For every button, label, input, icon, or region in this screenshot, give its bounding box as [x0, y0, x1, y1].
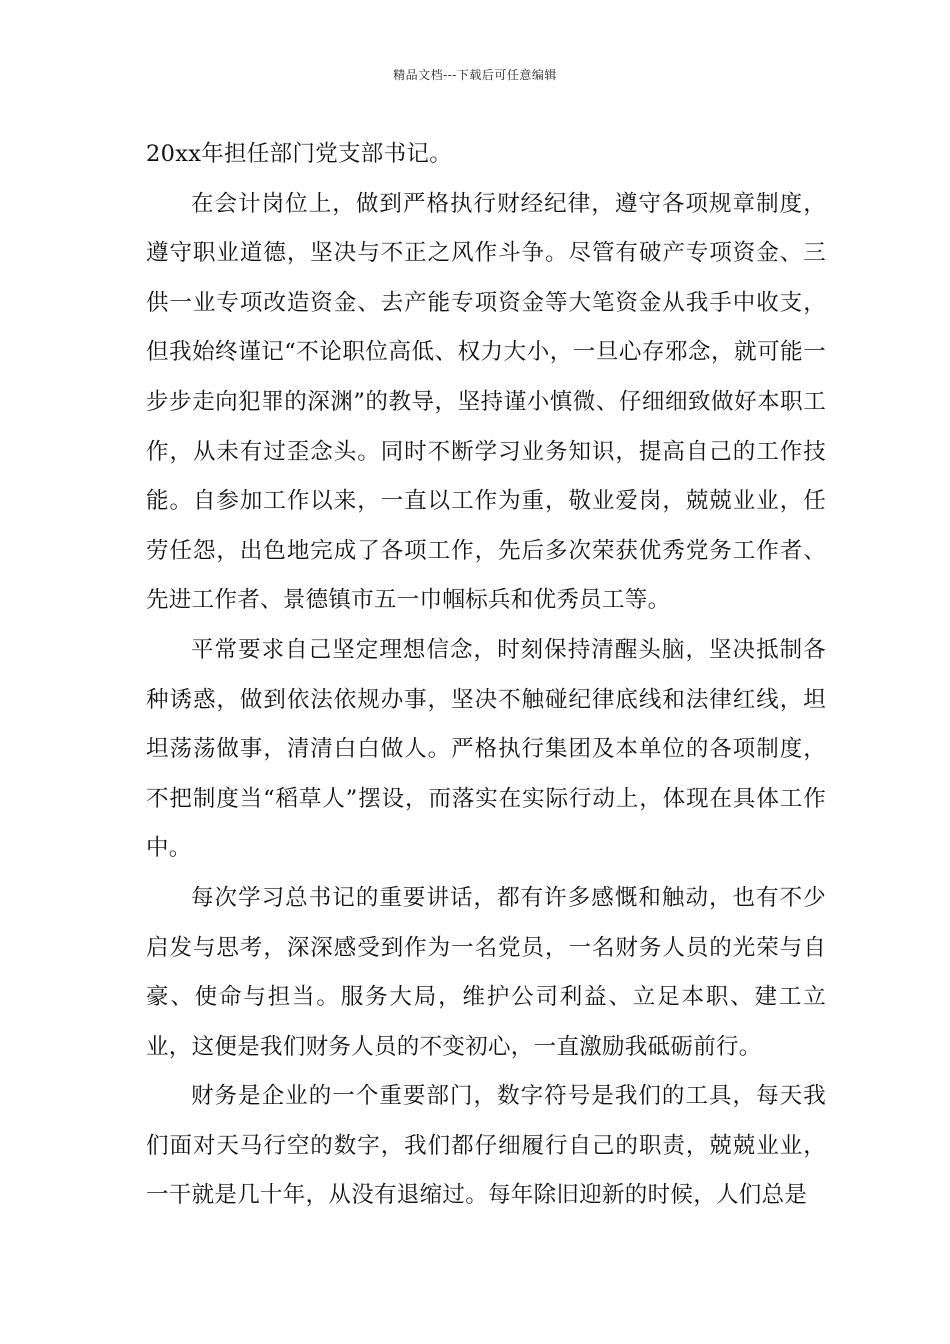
paragraph: 在会计岗位上，做到严格执行财经纪律，遵守各项规章制度，遵守职业道德，坚决与不正之风作斗争。尽管有破产专项资金、三供一业专项改造资金、去产能专项资金等大笔资金从我手中收支，但我始终谨记“不论职位高低、权力大小，一旦心存邪念，就可能一步步走向犯罪的深渊”的教导，坚持谨小慎微、仔细细致做好本职工作，从未有过歪念头。同时不断学习业务知识，提高自己的工作技能。自参加工作以来，一直以工作为重，敬业爱岗，兢兢业业，任劳任怨，出色地完成了各项工作，先后多次荣获优秀党务工作者、先进工作者、景德镇市五一巾帼标兵和优秀员工等。	[146, 190, 826, 614]
document-body	[146, 130, 826, 1221]
paragraph: 平常要求自己坚定理想信念，时刻保持清醒头脑，坚决抵制各种诱惑，做到依法依规办事，坚决不触碰纪律底线和法律红线，坦坦荡荡做事，清清白白做人。严格执行集团及本单位的各项制度，不把制度当“稻草人”摆设，而落实在实际行动上，体现在具体工作中。	[146, 636, 826, 862]
paragraph: 20xx年担任部门党支部书记。	[146, 141, 453, 167]
paragraph: 每次学习总书记的重要讲话，都有许多感慨和触动，也有不少启发与思考，深深感受到作为一名党员，一名财务人员的光荣与自豪、使命与担当。服务大局，维护公司利益、立足本职、建工立业，这便是我们财务人员的不变初心，一直激励我砥砺前行。	[146, 884, 826, 1060]
paragraph: 财务是企业的一个重要部门，数字符号是我们的工具，每天我们面对天马行空的数字，我们都仔细履行自己的职责，兢兢业业，一干就是几十年，从没有退缩过。每年除旧迎新的时候，人们总是	[146, 1083, 826, 1209]
page-header: 精品文档---下载后可任意编辑	[393, 68, 557, 82]
